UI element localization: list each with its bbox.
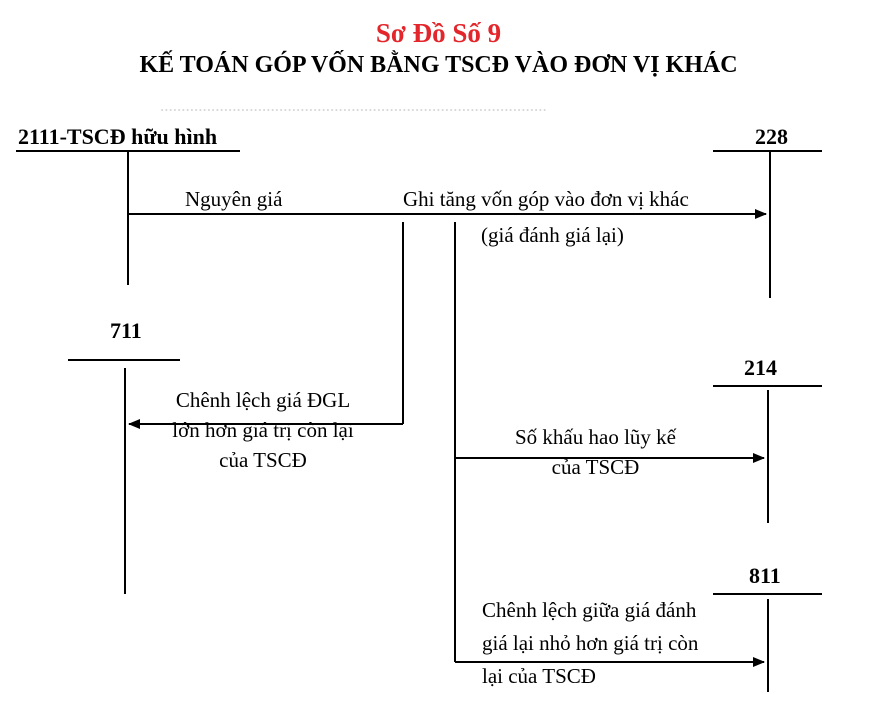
label-line: lớn hơn giá trị còn lại xyxy=(172,418,354,442)
label-ghi-tang-von-gop: Ghi tăng vốn góp vào đơn vị khác xyxy=(403,187,689,211)
account-811: 811 xyxy=(749,563,781,588)
account-2111-tscd: 2111-TSCĐ hữu hình xyxy=(18,124,218,149)
account-711: 711 xyxy=(110,318,142,343)
label-line: Chênh lệch giữa giá đánh xyxy=(482,598,697,622)
bleed-through-text: ........................................................................................... xyxy=(160,96,547,115)
diagram-number-title: Sơ Đồ Số 9 xyxy=(375,18,502,48)
label-gia-danh-gia-lai: (giá đánh giá lại) xyxy=(481,223,624,247)
label-line: giá lại nhỏ hơn giá trị còn xyxy=(482,631,699,655)
label-line: Chênh lệch giá ĐGL xyxy=(175,388,351,412)
account-214: 214 xyxy=(744,355,777,380)
label-line: của TSCĐ xyxy=(551,455,640,479)
label-line: của TSCĐ xyxy=(219,448,307,472)
account-228: 228 xyxy=(755,124,788,149)
label-line: lại của TSCĐ xyxy=(482,664,596,688)
diagram-main-title: KẾ TOÁN GÓP VỐN BẰNG TSCĐ VÀO ĐƠN VỊ KHÁC xyxy=(139,52,738,78)
label-nguyen-gia: Nguyên giá xyxy=(185,187,283,211)
label-line: Số khấu hao lũy kế xyxy=(515,425,676,449)
